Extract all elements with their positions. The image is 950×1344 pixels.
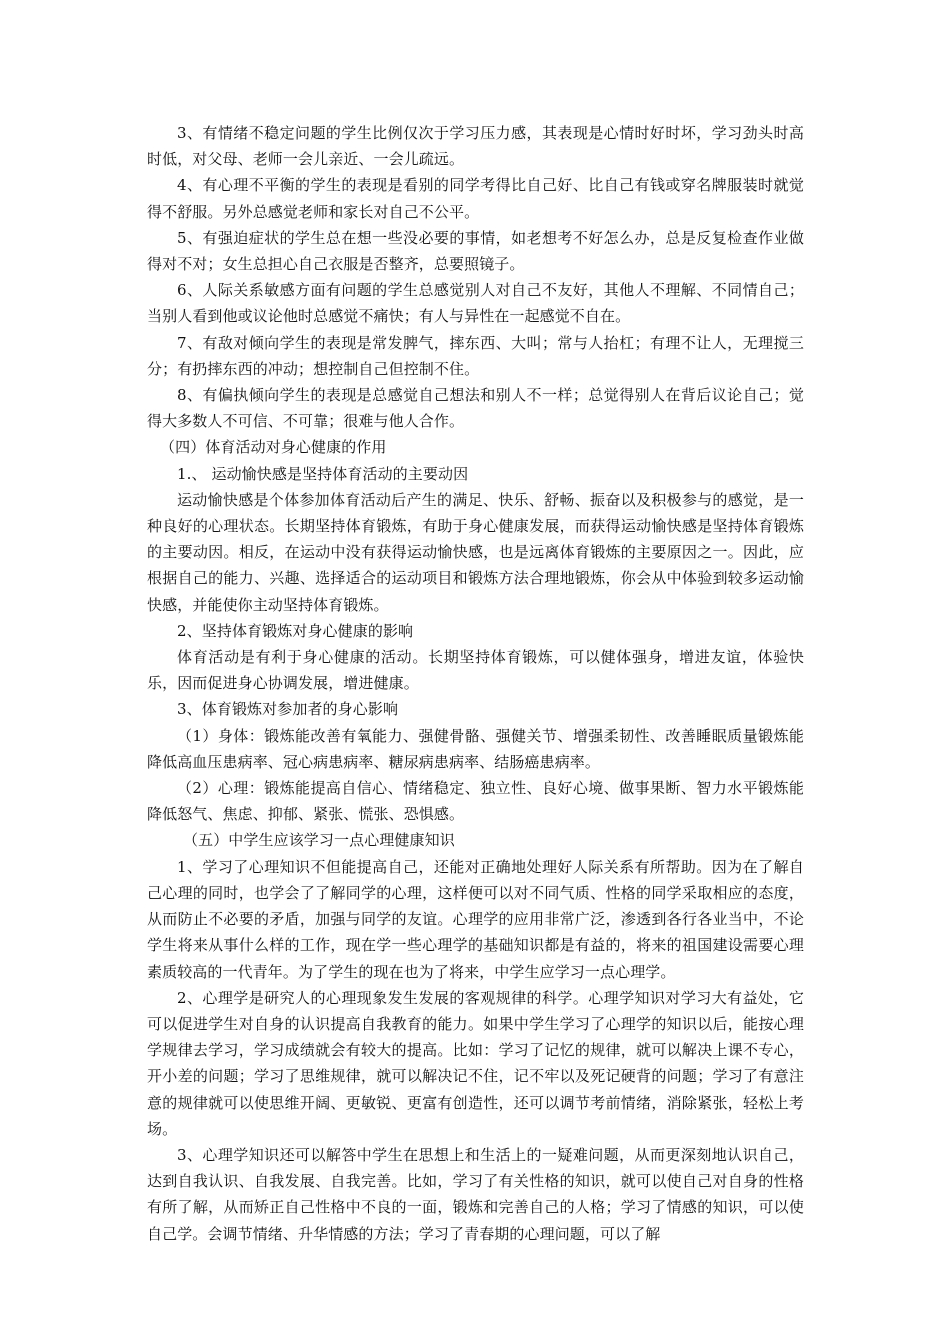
paragraph-mental-effects: （2）心理：锻炼能提高自信心、情绪稳定、独立性、良好心境、做事果断、智力水平锻炼能降低怒气、焦虑、抑郁、紧张、慌张、恐惧感。 [147, 779, 804, 824]
paragraph-psychology-science: 2、心理学是研究人的心理现象发生发展的客观规律的科学。心理学知识对学习大有益处，它可以促进学生对自身的认识提高自我教育的能力。如果中学生学习了心理学的知识以后，能按心理学规律去学习，学习成绩就会有较大的提高。比如：学习了记忆的规律，就可以解决上课不专心，开小差的问题；学习了思维规律，就可以解决记不住，记不牢以及死记硬背的问题；学习了有意注意的规律就可以使思维开阔、更敏锐、更富有创造性，还可以调节考前情绪，消除紧张，轻松上考场。 [147, 988, 804, 1138]
section-heading-psychology-knowledge: （五）中学生应该学习一点心理健康知识 [183, 831, 455, 850]
paragraph-psychological-imbalance: 4、有心理不平衡的学生的表现是看别的同学考得比自己好、比自己有钱或穿名牌服装时就觉得不舒服。另外总感觉老师和家长对自己不公平。 [147, 176, 804, 221]
subheading-exercise-effects: 3、体育锻炼对参加者的身心影响 [177, 700, 399, 719]
paragraph-interpersonal-sensitivity: 6、人际关系敏感方面有问题的学生总感觉别人对自己不友好，其他人不理解、不同情自己；当别人看到他或议论他时总感觉不痛快；有人与异性在一起感觉不自在。 [147, 281, 804, 326]
paragraph-persistent-exercise: 体育活动是有利于身心健康的活动。长期坚持体育锻炼，可以健体强身，增进友谊，体验快乐，因而促进身心协调发展，增进健康。 [147, 648, 804, 693]
document-body [147, 120, 804, 1247]
paragraph-exercise-pleasure: 运动愉快感是个体参加体育活动后产生的满足、快乐、舒畅、振奋以及积极参与的感觉，是一种良好的心理状态。长期坚持体育锻炼，有助于身心健康发展，而获得运动愉快感是坚持体育锻炼的主要动因。相反，在运动中没有获得运动愉快感，也是远离体育锻炼的主要原因之一。因此，应根据自己的能力、兴趣、选择适合的运动项目和锻炼方法合理地锻炼，你会从中体验到较多运动愉快感，并能使你主动坚持体育锻炼。 [147, 490, 804, 614]
paragraph-physical-effects: （1）身体：锻炼能改善有氧能力、强健骨骼、强健关节、增强柔韧性、改善睡眠质量锻炼能降低高血压患病率、冠心病患病率、糖尿病患病率、结肠癌患病率。 [147, 726, 804, 771]
paragraph-psychology-relations: 1、学习了心理知识不但能提高自己，还能对正确地处理好人际关系有所帮助。因为在了解自己心理的同时，也学会了了解同学的心理，这样便可以对不同气质、性格的同学采取相应的态度，从而防止不必要的矛盾，加强与同学的友谊。心理学的应用非常广泛，渗透到各行各业当中，不论学生将来从事什么样的工作，现在学一些心理学的基础知识都是有益的，将来的祖国建设需要心理素质较高的一代青年。为了学生的现在也为了将来，中学生应学习一点心理学。 [147, 857, 804, 981]
paragraph-paranoia: 8、有偏执倾向学生的表现是总感觉自己想法和别人不一样；总觉得别人在背后议论自己；觉得大多数人不可信、不可靠；很难与他人合作。 [147, 386, 804, 431]
paragraph-obsessive-symptoms: 5、有强迫症状的学生总在想一些没必要的事情，如老想考不好怎么办，总是反复检查作业做得对不对；女生总担心自己衣服是否整齐，总要照镜子。 [147, 228, 804, 274]
section-heading-sports: （四）体育活动对身心健康的作用 [160, 438, 387, 457]
subheading-persistent-exercise: 2、坚持体育锻炼对身心健康的影响 [177, 621, 414, 640]
paragraph-emotional-instability: 3、有情绪不稳定问题的学生比例仅次于学习压力感，其表现是心情时好时坏，学习劲头时高时低，对父母、老师一会儿亲近、一会儿疏远。 [147, 124, 804, 169]
subheading-exercise-pleasure: 1.、 运动愉快感是坚持体育活动的主要动因 [177, 464, 469, 483]
paragraph-psychology-self-knowledge: 3、心理学知识还可以解答中学生在思想上和生活上的一疑难问题，从而更深刻地认识自己，达到自我认识、自我发展、自我完善。比如，学习了有关性格的知识，就可以使自己对自身的性格有所了解，从而矫正自己性格中不良的一面，锻炼和完善自己的人格；学习了情感的知识，可以使自己学。会调节情绪、升华情感的方法；学习了青春期的心理问题，可以了解 [147, 1145, 804, 1243]
paragraph-hostility: 7、有敌对倾向学生的表现是常发脾气，摔东西、大叫；常与人抬杠；有理不让人，无理搅三分；有扔摔东西的冲动；想控制自己但控制不住。 [147, 333, 804, 378]
